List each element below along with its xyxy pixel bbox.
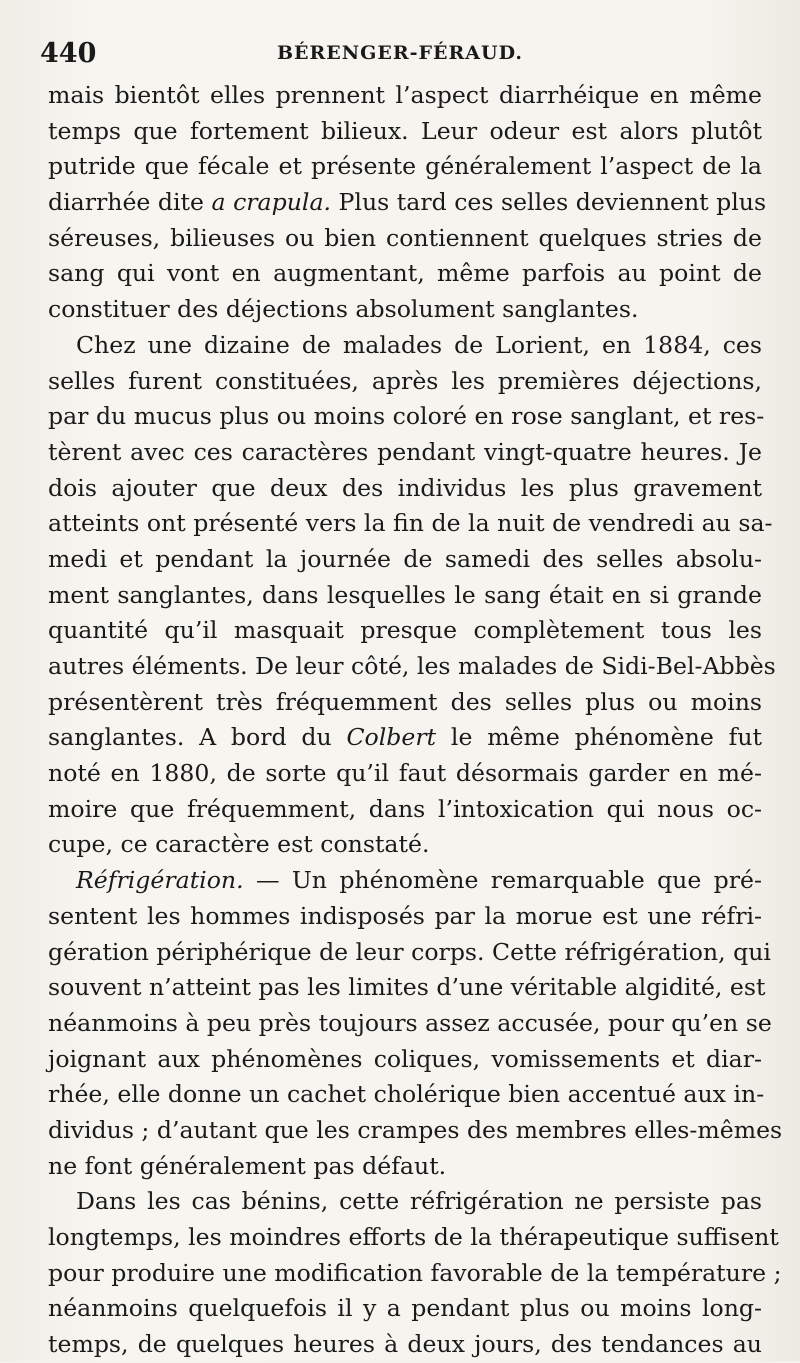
text-line: [48, 756, 762, 792]
line-text: séreuses, bilieuses ou bien contiennent quelques stries de: [48, 223, 762, 252]
text-line: [48, 792, 762, 828]
running-head: BÉRENGER-FÉRAUD.: [276, 42, 524, 64]
line-text: sanglantes. A bord du: [48, 723, 347, 752]
text-line: [48, 899, 762, 935]
line-text: souvent n’atteint pas les limites d’une véritable algidité, est: [48, 973, 766, 1002]
text-line: [48, 1291, 762, 1327]
line-text: présentèrent très fréquemment des selles plus ou moins: [48, 687, 762, 716]
text-line: [48, 1327, 762, 1363]
line-text: Plus tard ces selles deviennent plus: [331, 188, 767, 217]
line-text: — Un phénomène remarquable que pré-: [243, 866, 762, 895]
text-line: [48, 649, 776, 685]
text-line: [48, 221, 762, 257]
text-line: [48, 1149, 762, 1185]
line-text: putride que fécale et présente généralement l’aspect de la: [48, 152, 762, 181]
line-text: cupe, ce caractère est constaté.: [48, 830, 430, 859]
line-text: quantité qu’il masquait presque complètement tous les: [48, 616, 762, 645]
text-line: [48, 685, 762, 721]
line-text: atteints ont présenté vers la fin de la nuit de vendredi au sa-: [48, 509, 773, 538]
text-line: [48, 399, 765, 435]
line-text: joignant aux phénomènes coliques, vomissements et diar-: [48, 1044, 762, 1073]
line-text: temps, de quelques heures à deux jours, des tendances au: [48, 1330, 762, 1359]
page-number: 440: [40, 38, 97, 69]
text-line: [48, 827, 762, 863]
text-line: [48, 435, 762, 471]
italic-text: Réfrigération.: [76, 866, 244, 895]
page-header: [40, 38, 760, 74]
text-line: [48, 114, 762, 150]
line-text: le même phénomène fut: [436, 723, 762, 752]
text-line: [48, 542, 762, 578]
line-text: selles furent constituées, après les premières déjections,: [48, 366, 762, 395]
line-text: gération périphérique de leur corps. Cette réfrigération, qui: [48, 937, 771, 966]
line-text: Dans les cas bénins, cette réfrigération ne persiste pas: [76, 1187, 762, 1216]
line-text: dividus ; d’autant que les crampes des membres elles-mêmes: [48, 1115, 783, 1144]
text-line: [48, 1042, 762, 1078]
line-text: ment sanglantes, dans lesquelles le sang était en si grande: [48, 580, 762, 609]
text-line: [48, 970, 766, 1006]
line-text: rhée, elle donne un cachet cholérique bien accentué aux in-: [48, 1080, 765, 1109]
text-line: [48, 292, 762, 328]
line-text: temps que fortement bilieux. Leur odeur est alors plutôt: [48, 116, 762, 145]
text-line: [48, 1220, 779, 1256]
line-text: par du mucus plus ou moins coloré en rose sanglant, et res-: [48, 402, 765, 431]
line-text: autres éléments. De leur côté, les malades de Sidi-Bel-Abbès: [48, 652, 776, 680]
line-text: dois ajouter que deux des individus les plus gravement: [48, 473, 762, 502]
text-line: [48, 1184, 762, 1220]
line-text: longtemps, les moindres efforts de la thérapeutique suffisent: [48, 1223, 779, 1251]
line-text: diarrhée dite: [48, 188, 212, 217]
text-line: [48, 613, 762, 649]
text-line: [48, 1113, 783, 1149]
line-text: sang qui vont en augmentant, même parfois au point de: [48, 259, 762, 288]
line-text: mais bientôt elles prennent l’aspect diarrhéique en même: [48, 81, 762, 109]
text-line: [48, 720, 762, 756]
text-line: [48, 471, 762, 507]
text-line: [48, 935, 771, 971]
line-text: néanmoins à peu près toujours assez accusée, pour qu’en se: [48, 1008, 772, 1037]
text-line: [48, 328, 762, 364]
line-text: sentent les hommes indisposés par la morue est une réfri-: [48, 901, 762, 930]
line-text: tèrent avec ces caractères pendant vingt-quatre heures. Je: [48, 437, 762, 466]
line-text: Chez une dizaine de malades de Lorient, en 1884, ces: [76, 330, 762, 359]
text-line: [48, 578, 762, 614]
text-line: [48, 863, 762, 899]
text-line: [48, 185, 767, 221]
body-text: [48, 78, 783, 1363]
text-line: [48, 364, 762, 400]
text-line: [48, 78, 762, 114]
line-text: pour produire une modification favorable de la température ;: [48, 1258, 782, 1287]
line-text: noté en 1880, de sorte qu’il faut désormais garder en mé-: [48, 759, 762, 788]
line-text: moire que fréquemment, dans l’intoxication qui nous oc-: [48, 794, 762, 823]
line-text: constituer des déjections absolument sanglantes.: [48, 295, 639, 324]
italic-text: a crapula.: [211, 188, 332, 217]
text-line: [48, 1006, 772, 1042]
text-line: [48, 149, 762, 185]
text-line: [48, 506, 773, 542]
line-text: ne font généralement pas défaut.: [48, 1151, 447, 1180]
line-text: medi et pendant la journée de samedi des selles absolu-: [48, 544, 762, 573]
italic-text: Colbert: [346, 723, 437, 752]
text-line: [48, 256, 762, 292]
text-line: [48, 1077, 765, 1113]
text-line: [48, 1256, 782, 1292]
line-text: néanmoins quelquefois il y a pendant plus ou moins long-: [48, 1294, 762, 1323]
